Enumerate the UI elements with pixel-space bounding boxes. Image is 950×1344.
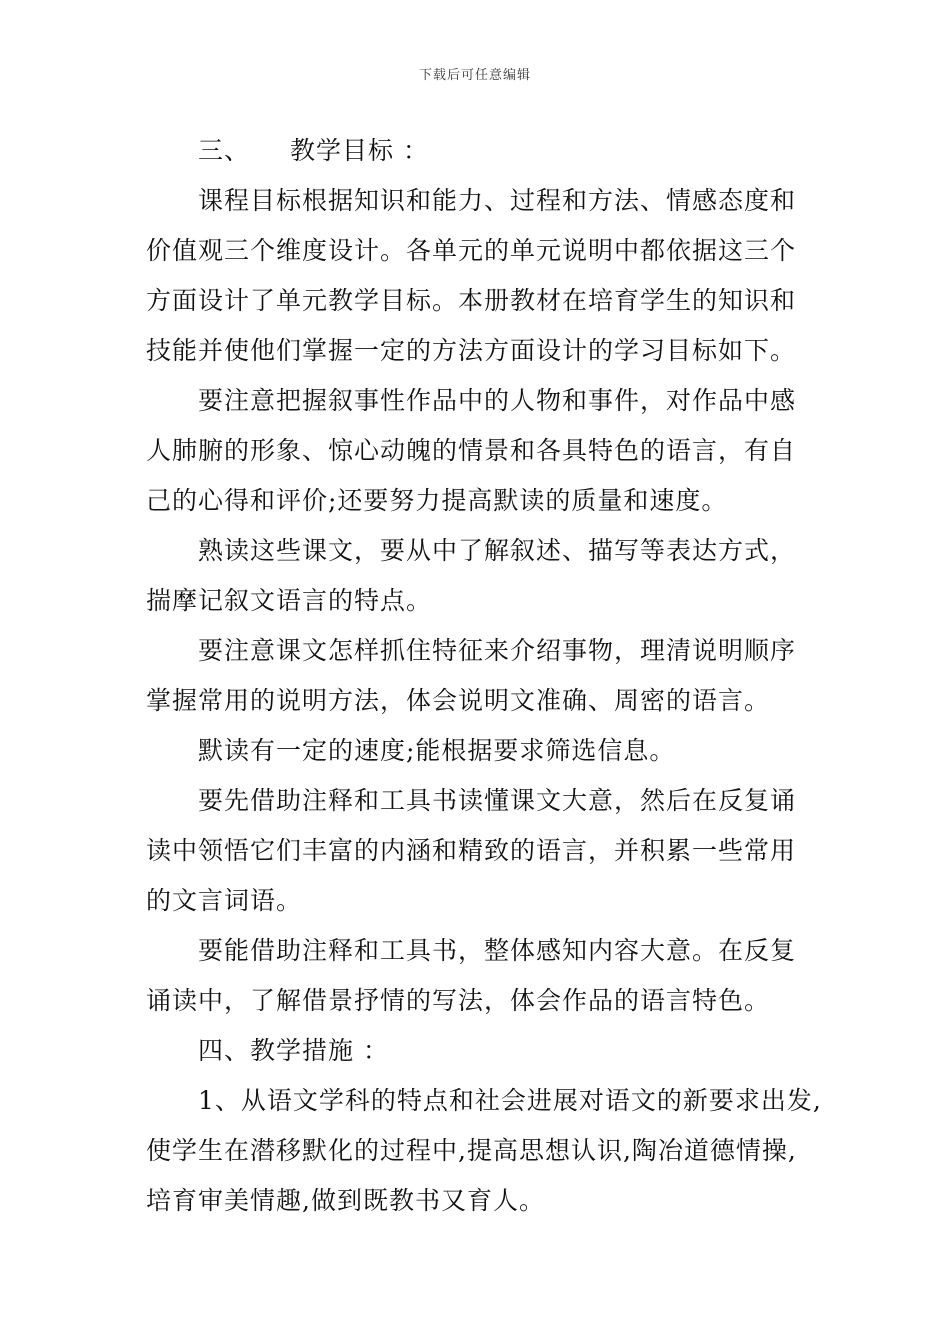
text-line: 培育审美情趣,做到既教书又育人。: [146, 1186, 545, 1215]
text-line: 技能并使他们掌握一定的方法方面设计的学习目标如下。: [146, 336, 797, 365]
text-line: 要注意把握叙事性作品中的人物和事件，对作品中感: [198, 386, 797, 415]
paragraph: [146, 176, 816, 376]
text-line: 的文言词语。: [146, 886, 303, 915]
text-line: 揣摩记叙文语言的特点。: [146, 586, 433, 615]
text-line: 要能借助注释和工具书，整体感知内容大意。在反复: [198, 936, 797, 965]
text-line: 方面设计了单元教学目标。本册教材在培育学生的知识和: [146, 286, 797, 315]
text-line: 读中领悟它们丰富的内涵和精致的语言，并积累一些常用: [146, 836, 797, 865]
text-line: 使学生在潜移默化的过程中,提高思想认识,陶冶道德情操,: [146, 1136, 797, 1165]
text-line: 要先借助注释和工具书读懂课文大意，然后在反复诵: [198, 786, 797, 815]
text-line: 人肺腑的形象、惊心动魄的情景和各具特色的语言，有自: [146, 436, 797, 465]
paragraph: [146, 926, 816, 1026]
paragraph: [146, 626, 816, 726]
paragraph: [146, 526, 816, 626]
text-line: 熟读这些课文，要从中了解叙述、描写等表达方式，: [198, 536, 797, 565]
header-note: 下载后可任意编辑: [418, 68, 531, 83]
section-heading-4: 四、教学措施 ：: [198, 1036, 389, 1065]
paragraph: [146, 776, 816, 926]
text-line: 1、从语文学科的特点和社会进展对语文的新要求出发,: [198, 1086, 822, 1115]
text-line: 默读有一定的速度;能根据要求筛选信息。: [198, 736, 676, 765]
document-body: [146, 126, 822, 1226]
paragraph: [146, 1076, 822, 1226]
text-line: 价值观三个维度设计。各单元的单元说明中都依据这三个: [146, 236, 797, 265]
text-line: 要注意课文怎样抓住特征来介绍事物，理清说明顺序: [198, 636, 797, 665]
text-line: 掌握常用的说明方法，体会说明文准确、周密的语言。: [146, 686, 771, 715]
text-line: 课程目标根据知识和能力、过程和方法、情感态度和: [198, 186, 797, 215]
paragraph: [146, 376, 816, 526]
section-title: 教学目标 ：: [290, 136, 429, 165]
text-line: 己的心得和评价;还要努力提高默读的质量和速度。: [146, 486, 728, 515]
text-line: 诵读中，了解借景抒情的写法，体会作品的语言特色。: [146, 986, 771, 1015]
section-heading-3: [146, 126, 816, 176]
section-number: 三、: [198, 136, 251, 165]
paragraph: [146, 726, 816, 776]
